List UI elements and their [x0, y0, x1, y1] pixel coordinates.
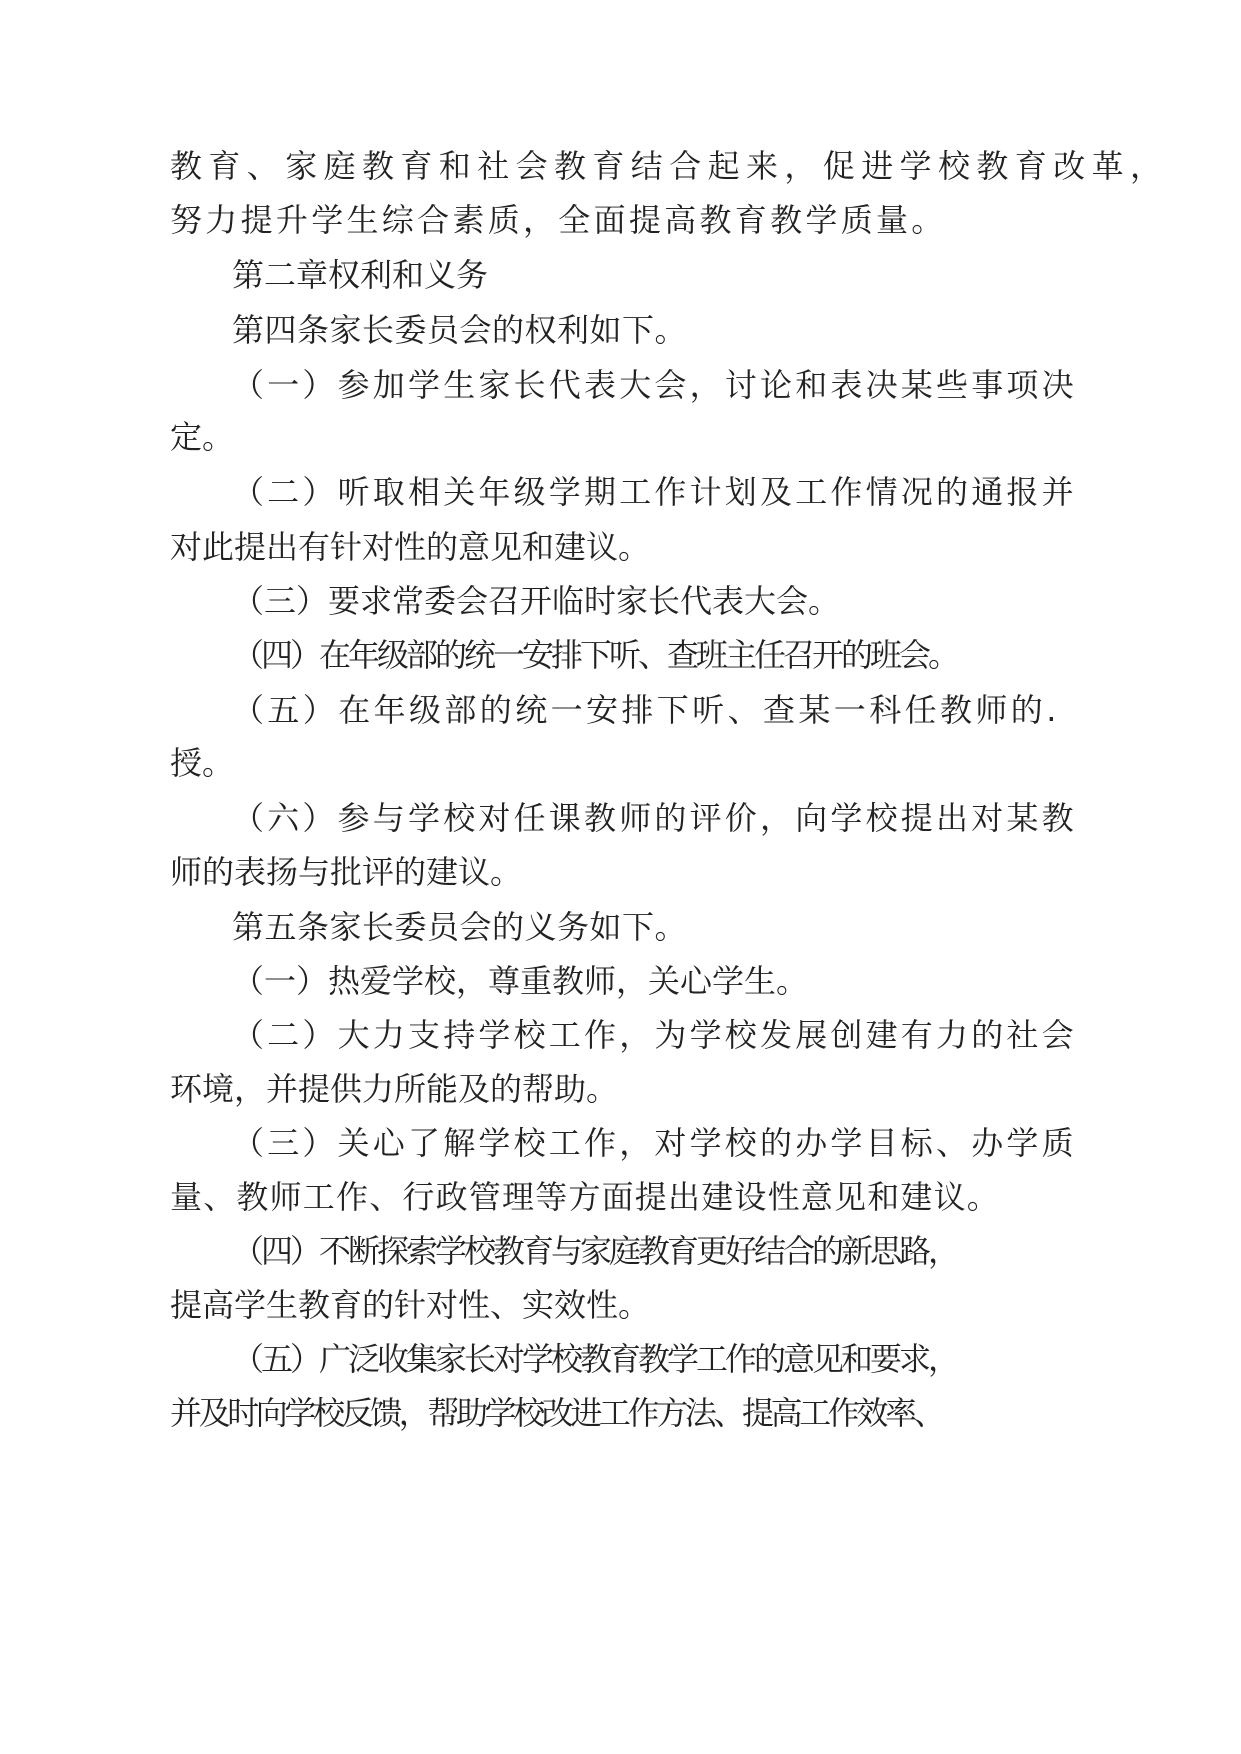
text-line: 教育、家庭教育和社会教育结合起来，促进学校教育改革，: [170, 147, 1169, 185]
text-line: （五）广泛收集家长对学校教育教学工作的意见和要求，: [232, 1340, 958, 1378]
section-heading: 第二章权利和义务: [232, 256, 489, 294]
text-line: （一）参加学生家长代表大会，讨论和表决某些事项决: [232, 366, 1077, 404]
text-line: 对此提出有针对性的意见和建议。: [170, 528, 651, 566]
text-line: （六）参与学校对任课教师的评价，向学校提出对某教: [232, 799, 1077, 837]
text-line: （四）不断探索学校教育与家庭教育更好结合的新思路，: [232, 1232, 958, 1270]
text-line: 并及时向学校反馈，帮助学校改进工作方法、提高工作效率、: [170, 1394, 943, 1432]
text-line: （三）关心了解学校工作，对学校的办学目标、办学质: [232, 1124, 1077, 1162]
text-line: 努力提升学生综合素质，全面提高教育教学质量。: [170, 201, 947, 239]
text-line: 授。: [170, 744, 235, 782]
text-line: （一）热爱学校，尊重教师，关心学生。: [232, 962, 809, 1000]
text-line: 环境，并提供力所能及的帮助。: [170, 1070, 619, 1108]
text-line: （二）听取相关年级学期工作计划及工作情况的通报并: [232, 473, 1077, 511]
article-heading: 第四条家长委员会的权利如下。: [232, 311, 688, 349]
article-heading: 第五条家长委员会的义务如下。: [232, 908, 688, 946]
text-line: 师的表扬与批评的建议。: [170, 853, 523, 891]
text-line: （二）大力支持学校工作，为学校发展创建有力的社会: [232, 1016, 1077, 1054]
text-line: （四）在年级部的统一安排下听、查班主任召开的班会。: [232, 636, 958, 674]
text-line: 提高学生教育的针对性、实效性。: [170, 1286, 651, 1324]
text-line: （三）要求常委会召开临时家长代表大会。: [232, 582, 841, 620]
text-line: 定。: [170, 418, 235, 456]
text-line: （五）在年级部的统一安排下听、查某一科任教师的.: [232, 691, 1060, 729]
text-line: 量、教师工作、行政管理等方面提出建设性意见和建议。: [170, 1178, 1001, 1216]
